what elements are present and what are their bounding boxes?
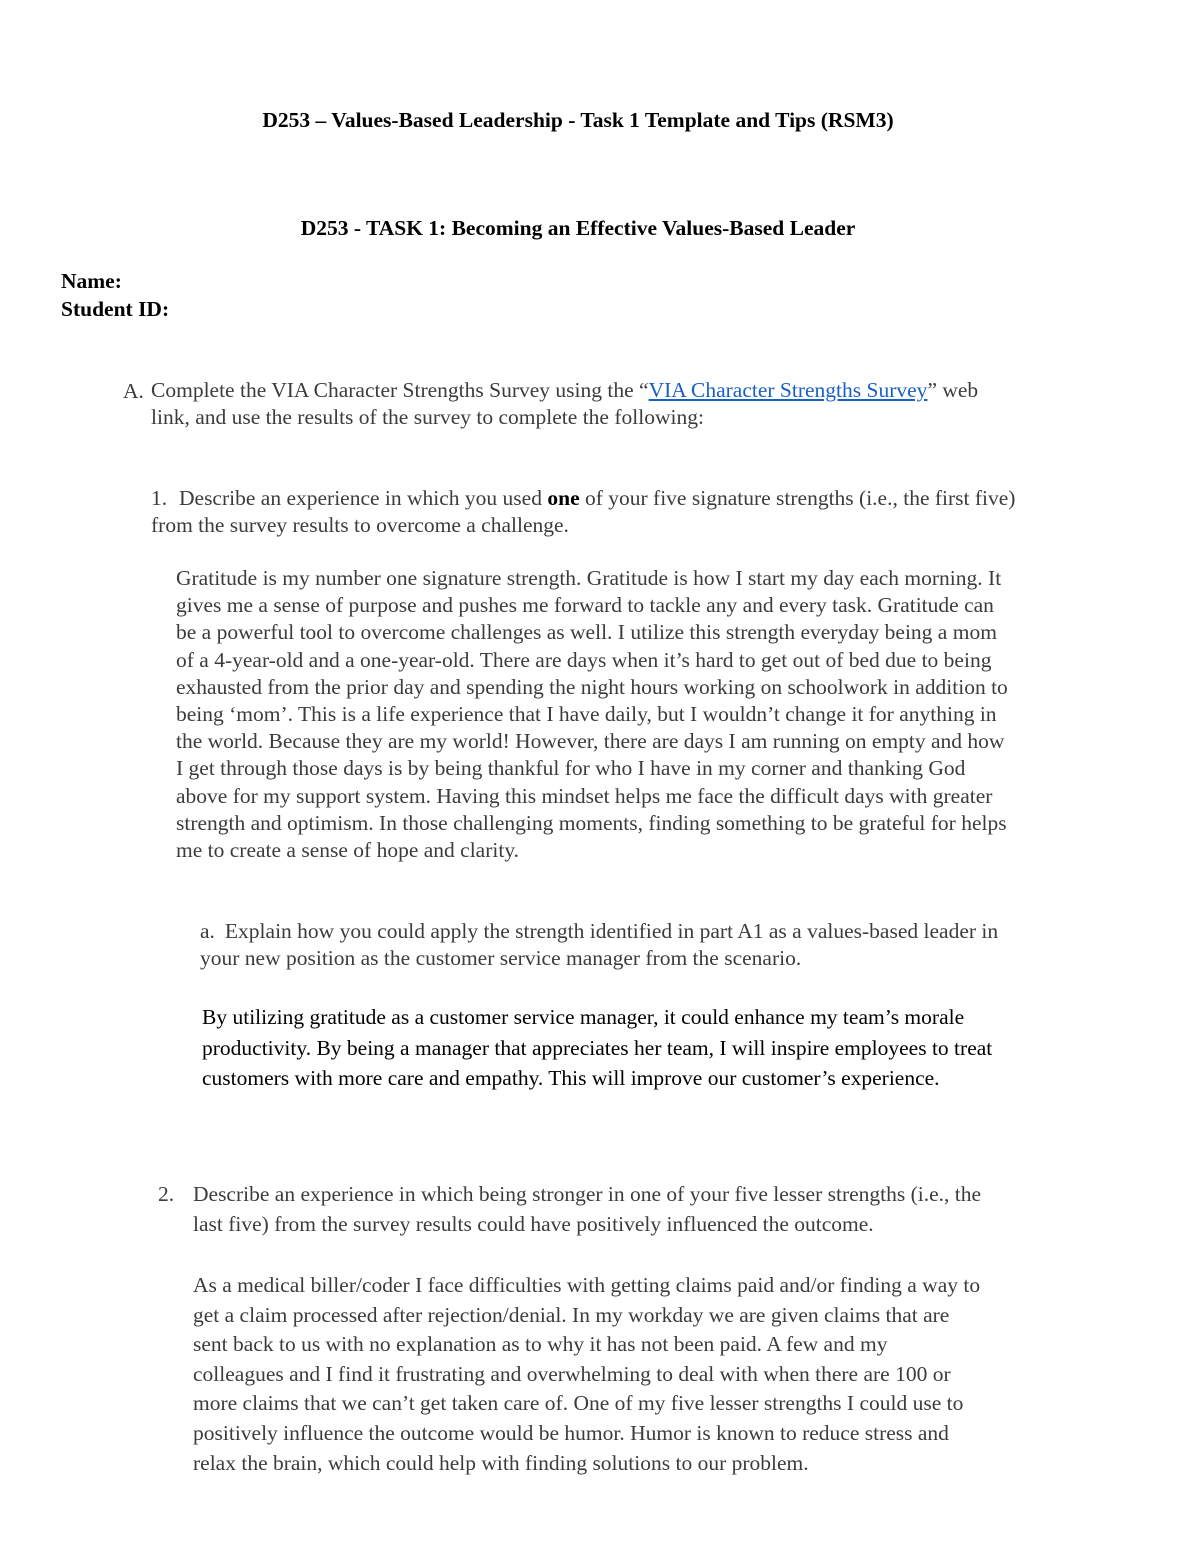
item-1a-marker: a. xyxy=(200,919,215,943)
section-a-text-line2: link, and use the results of the survey to complete the following: xyxy=(151,405,704,430)
item-1-prompt-line2: from the survey results to overcome a challenge. xyxy=(151,513,569,538)
name-label: Name: xyxy=(61,269,122,293)
item-1a-prompt-line1: Explain how you could apply the strength identified in part A1 as a values-based leader in xyxy=(224,919,999,943)
section-a-instructions xyxy=(151,377,1091,431)
item-1-prompt-end: of your five signature strengths (i.e., the first five) xyxy=(579,486,1016,510)
answer-line: above for my support system. Having this mindset helps me face the difficult days with greater xyxy=(176,783,993,808)
item-1a-answer xyxy=(202,1002,1102,1094)
answer-line: being ‘mom’. This is a life experience that I have daily, but I wouldn’t change it for anything in xyxy=(176,702,997,727)
answer-line: relax the brain, which could help with finding solutions to our problem. xyxy=(193,1450,809,1475)
answer-line: sent back to us with no explanation as to why it has not been paid. A few and my xyxy=(193,1332,888,1357)
item-1-marker: 1. xyxy=(151,486,168,510)
section-a-marker: A. xyxy=(123,379,144,403)
item-2-answer xyxy=(193,1271,1093,1478)
answer-line: Gratitude is my number one signature strength. Gratitude is how I start my day each morning. It xyxy=(176,566,1002,590)
item-1-prompt-emphasis: one xyxy=(547,486,580,510)
item-1-answer xyxy=(176,565,1136,864)
via-survey-link[interactable]: VIA Character Strengths Survey xyxy=(648,378,928,402)
item-2-marker: 2. xyxy=(158,1182,175,1206)
answer-line: the world. Because they are my world! However, there are days I am running on empty and how xyxy=(176,729,1005,754)
answer-line: colleagues and I find it frustrating and overwhelming to deal with when there are 100 or xyxy=(193,1361,951,1386)
item-2-prompt-line1: Describe an experience in which being stronger in one of your five lesser strengths (i.e., the xyxy=(193,1182,982,1206)
item-1-prompt-start: Describe an experience in which you used xyxy=(179,486,548,510)
answer-line: gives me a sense of purpose and pushes me forward to tackle any and every task. Gratitude can xyxy=(176,593,994,618)
answer-line: me to create a sense of hope and clarity. xyxy=(176,838,520,863)
item-1-prompt xyxy=(151,485,1111,539)
answer-line: productivity. By being a manager that appreciates her team, I will inspire employees to treat xyxy=(202,1035,993,1060)
answer-line: customers with more care and empathy. This will improve our customer’s experience. xyxy=(202,1066,940,1090)
section-a-text-before-link: Complete the VIA Character Strengths Survey using the “ xyxy=(151,378,649,402)
item-1a-prompt-line2: your new position as the customer service manager from the scenario. xyxy=(200,946,802,971)
answer-line: more claims that we can’t get taken care of. One of my five lesser strengths I could use to xyxy=(193,1391,964,1416)
section-a-text-after-link: ” web xyxy=(927,378,979,402)
task-subtitle: D253 - TASK 1: Becoming an Effective Values-Based Leader xyxy=(300,216,856,240)
student-id-label: Student ID: xyxy=(61,297,170,321)
answer-line: exhausted from the prior day and spending the night hours working on schoolwork in addition to xyxy=(176,674,1008,699)
item-2-prompt xyxy=(193,1180,1093,1239)
item-2-prompt-line2: last five) from the survey results could have positively influenced the outcome. xyxy=(193,1211,874,1236)
item-1a-prompt xyxy=(200,918,1100,972)
answer-line: positively influence the outcome would be humor. Humor is known to reduce stress and xyxy=(193,1420,949,1445)
answer-line: By utilizing gratitude as a customer service manager, it could enhance my team’s morale xyxy=(202,1005,965,1029)
answer-line: strength and optimism. In those challenging moments, finding something to be grateful for helps xyxy=(176,810,1007,835)
answer-line: be a powerful tool to overcome challenges as well. I utilize this strength everyday being a mom xyxy=(176,620,997,645)
document-title: D253 – Values-Based Leadership - Task 1 Template and Tips (RSM3) xyxy=(262,108,894,132)
answer-line: of a 4-year-old and a one-year-old. There are days when it’s hard to get out of bed due to being xyxy=(176,647,992,672)
answer-line: get a claim processed after rejection/denial. In my workday we are given claims that are xyxy=(193,1302,950,1327)
answer-line: I get through those days is by being thankful for who I have in my corner and thanking God xyxy=(176,756,966,781)
answer-line: As a medical biller/coder I face difficulties with getting claims paid and/or finding a way to xyxy=(193,1273,981,1297)
